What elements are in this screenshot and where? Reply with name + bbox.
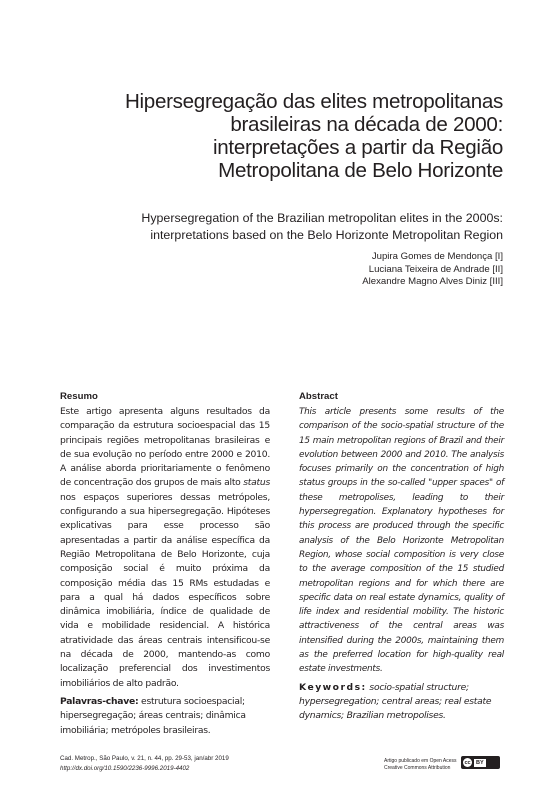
license-line: Artigo publicado em Open Acess — [384, 758, 457, 764]
english-title — [60, 210, 503, 244]
resumo-text-part: nos espaços superiores dessas metrópoles, configurando a sua hipersegregação. Hipóteses explicativas para esse processo são apresentadas a partir da análise específica da Região Metropolitana de Belo Horizonte, cuja composição social é muito próxima da composição média das 15 RMs estudadas e para a qual há dados específicos sobre dinâmica imobiliária, índice de qualidade de vida e mobilidade residencial. A histórica atratividade das áreas centrais intensificou-se na década de 2000, mantendo-as como localização preferencial dos investimentos imobiliários de alto padrão. — [60, 491, 270, 689]
subtitle-line: Hypersegregation of the Brazilian metropolitan elites in the 2000s: — [141, 211, 503, 225]
resumo-heading: Resumo — [60, 391, 98, 402]
keywords — [299, 681, 504, 724]
abstract-text: This article presents some results of the comparison of the socio-spatial structure of the 15 main metropolitan regions of Brazil and their evolution between 2000 and 2010. The analysis focuses primarily on the concentration of high status groups in the so-called "upper spaces" of these metropolises, leading to their hypersegregation. Explanatory hypotheses for this process are produced through the specific analysis of the Belo Horizonte Metropolitan Region, whose social composition is very close to the average composition of the 15 studied metropolitan regions and for which there are specific data on real estate dynamics, quality of life index and residential mobility. The historic attractiveness of the central areas was intensified during the 2000s, maintaining them as the preferred location for high-quality real estate investments. — [299, 407, 504, 675]
cc-by-badge[interactable] — [461, 756, 500, 769]
abstract-section — [299, 391, 504, 724]
resumo-italic-word: status — [243, 477, 270, 489]
citation-text: Cad. Metrop., São Paulo, v. 21, n. 44, pp. 29-53, jan/abr 2019 — [60, 755, 229, 762]
citation-footer — [60, 754, 229, 774]
article-title — [60, 90, 503, 182]
author-name: Luciana Teixeira de Andrade [II] — [368, 263, 503, 275]
title-line: brasileiras na década de 2000: — [230, 113, 503, 136]
title-line: Hipersegregação das elites metropolitanas — [124, 90, 503, 113]
license-line: Creative Commons Attribution — [384, 765, 451, 771]
creative-commons-icon: cc — [464, 759, 471, 766]
palavras-chave-list: estrutura socioespacial; hipersegregação; áreas centrais; dinâmica imobiliária; metrópoles brasileiras. — [60, 695, 246, 736]
doi-link[interactable]: http://dx.doi.org/10.1590/2236-9996.2019-4402 — [60, 765, 190, 772]
author-list — [260, 251, 503, 289]
resumo-section — [60, 391, 270, 738]
title-line: interpretações a partir da Região — [212, 136, 503, 159]
palavras-chave-label: Palavras-chave: — [60, 695, 139, 707]
author-name: Jupira Gomes de Mendonça [I] — [371, 251, 503, 262]
palavras-chave — [60, 695, 270, 738]
keywords-list: socio-spatial structure; hypersegregation; central areas; real estate dynamics; Brazilian metropolises. — [299, 681, 492, 722]
keywords-label: Keywords: — [299, 681, 367, 693]
title-line: Metropolitana de Belo Horizonte — [218, 159, 503, 182]
abstract-heading: Abstract — [299, 391, 338, 402]
resumo-text — [60, 405, 270, 691]
author-name: Alexandre Magno Alves Diniz [III] — [362, 276, 503, 288]
attribution-icon: BY — [476, 759, 484, 766]
license-text — [384, 758, 457, 772]
subtitle-line: interpretations based on the Belo Horizonte Metropolitan Region — [150, 228, 503, 242]
resumo-text-part: Este artigo apresenta alguns resultados da comparação da estrutura socioespacial das 15 principais regiões metropolitanas brasileiras e de sua evolução no período entre 2000 e 2010. A análise aborda prioritariamente o fenômeno de concentração dos grupos de mais alto — [60, 406, 270, 489]
